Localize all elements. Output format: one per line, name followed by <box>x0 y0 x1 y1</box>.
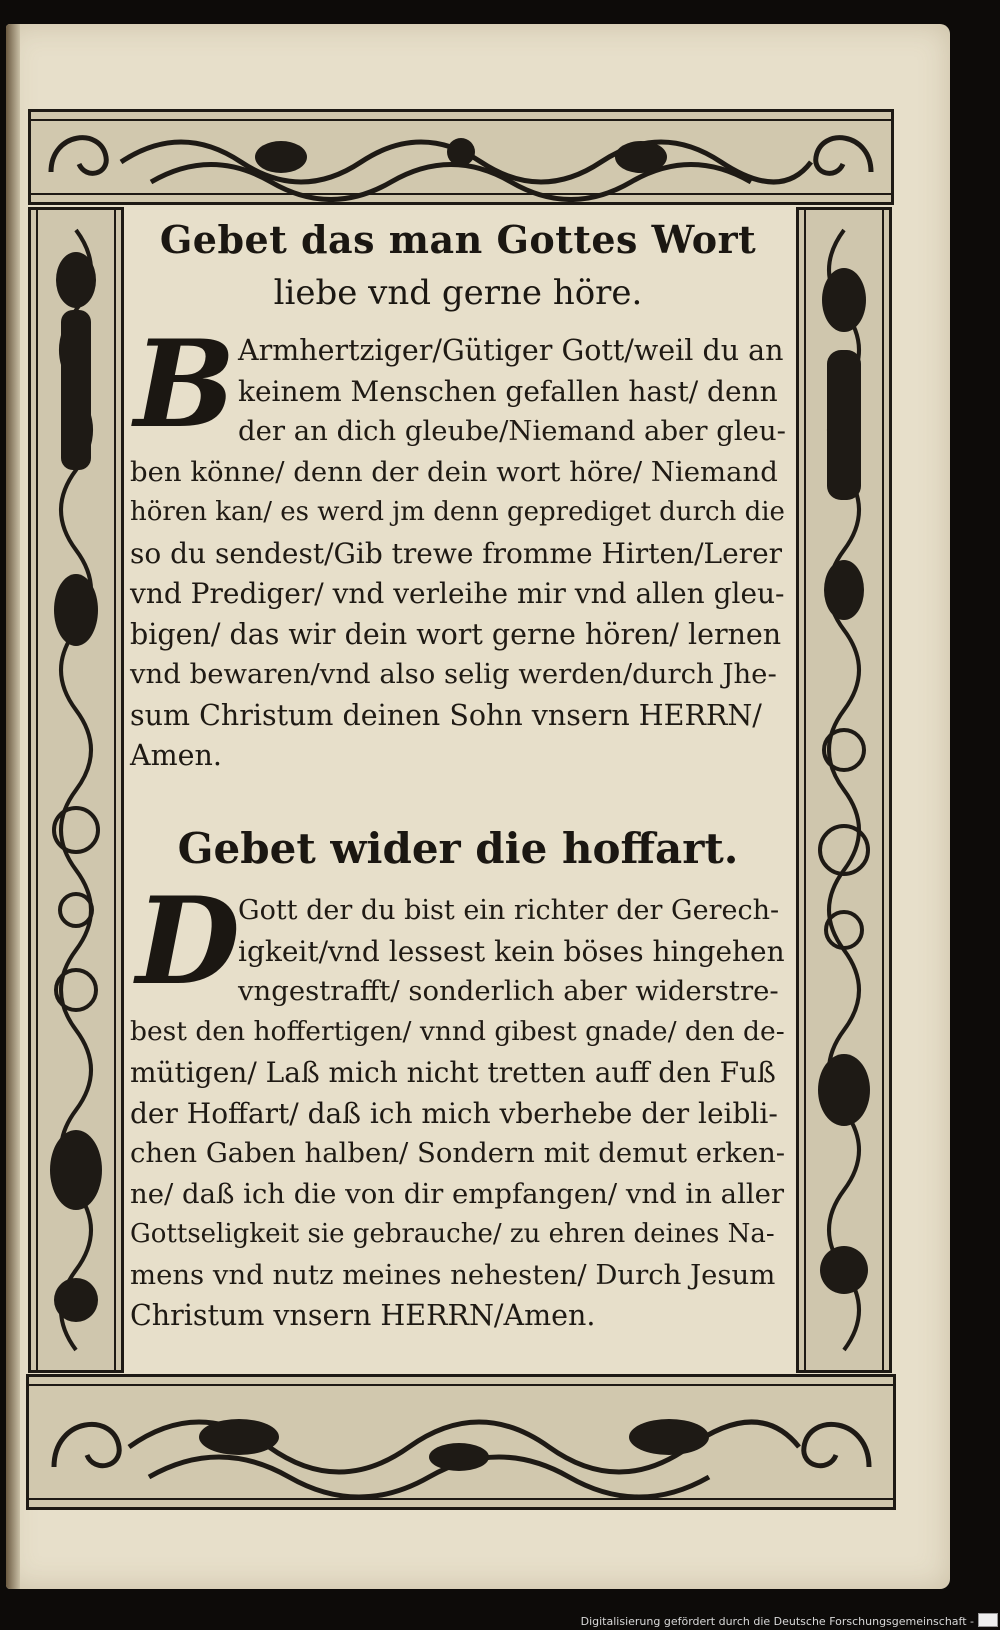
prayer2-dropcap: D <box>136 871 241 1012</box>
woodcut-border-top <box>28 109 894 205</box>
book-page <box>6 24 950 1589</box>
prayer2-line: Christum vnsern HERRN/Amen. <box>130 1299 596 1332</box>
prayer1-title-line1: Gebet das man Gottes Wort <box>159 217 757 262</box>
prayer1-line: vnd Prediger/ vnd verleihe mir vnd allen gleu- <box>130 577 785 610</box>
woodcut-border-left <box>28 207 124 1373</box>
prayer2-line: Gott der du bist ein richter der Gerech- <box>238 895 780 926</box>
prayer2-line: vngestrafft/ sonderlich aber widerstre- <box>238 975 779 1007</box>
woodcut-border-bottom <box>26 1374 896 1510</box>
prayer2-line: ne/ daß ich die von dir empfangen/ vnd in aller <box>130 1177 785 1210</box>
prayer2-line: igkeit/vnd lessest kein böses hingehen <box>238 934 785 968</box>
prayer1-line: hören kan/ es werd jm denn geprediget durch die <box>130 497 785 527</box>
prayer1-line: keinem Menschen gefallen hast/ denn <box>238 374 778 408</box>
prayer2-line: mütigen/ Laß mich nicht tretten auff den Fuß <box>130 1056 776 1089</box>
woodcut-border-right <box>796 207 892 1373</box>
page-gutter <box>6 24 20 1589</box>
text-panel <box>126 207 790 1367</box>
dfg-logo <box>978 1613 998 1627</box>
prayer1-line: vnd bewaren/vnd also selig werden/durch Jhe- <box>130 658 777 690</box>
prayer2-line: mens vnd nutz meines nehesten/ Durch Jesum <box>130 1258 776 1291</box>
prayer1-line: bigen/ das wir dein wort gerne hören/ lernen <box>130 617 782 651</box>
prayer1-line: ben könne/ denn der dein wort höre/ Niemand <box>130 455 778 488</box>
prayer2-line: Gottseligkeit sie gebrauche/ zu ehren deines Na- <box>130 1219 775 1249</box>
prayer2-line: chen Gaben halben/ Sondern mit demut erken- <box>130 1137 786 1169</box>
prayer2-line: best den hoffertigen/ vnnd gibest gnade/ den de- <box>130 1015 785 1047</box>
prayer1-title-line2: liebe vnd gerne höre. <box>273 273 643 313</box>
prayer1-line: Amen. <box>130 739 222 772</box>
prayer1-line: sum Christum deinen Sohn vnsern HERRN/ <box>130 698 762 732</box>
prayer1-dropcap: B <box>134 314 236 455</box>
prayer2-line: der Hoffart/ daß ich mich vberhebe der leibli- <box>130 1096 778 1130</box>
prayer1-line: der an dich gleube/Niemand aber gleu- <box>238 415 786 447</box>
digitization-credit: Digitalisierung gefördert durch die Deutsche Forschungsgemeinschaft - <box>580 1615 974 1628</box>
prayer1-line: so du sendest/Gib trewe fromme Hirten/Lerer <box>130 536 783 570</box>
prayer2-title: Gebet wider die hoffart. <box>177 824 739 873</box>
prayer1-line: Armhertziger/Gütiger Gott/weil du an <box>238 334 784 367</box>
